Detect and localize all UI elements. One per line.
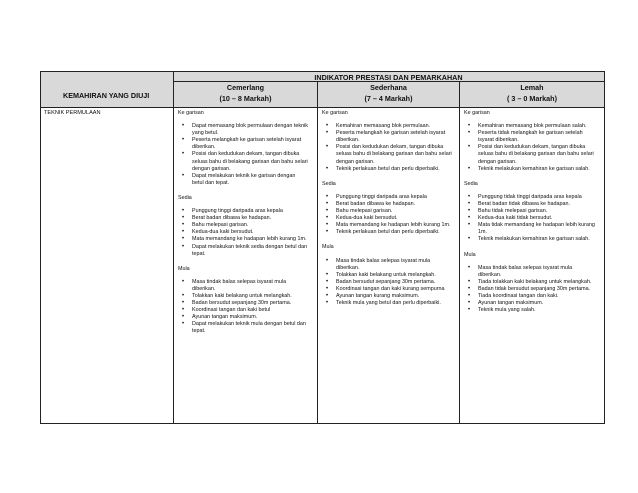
criteria-item: • Peserta tidak melangkah ke garisan setelah isyarat diberikan.: [464, 130, 596, 144]
criteria-item: • Bahu melepasi garisan.: [178, 222, 308, 229]
criteria-list: [464, 194, 596, 244]
section-title: Ke garisan: [322, 110, 348, 116]
criteria-item: • Ayunan tangan kurang maksimum.: [322, 293, 452, 300]
cell-cemerlang: [178, 110, 308, 336]
column-range-cemerlang: (10 – 8 Markah): [219, 94, 272, 103]
criteria-item: • Posisi dan kedudukan dekam, tangan dibuka seluas bahu di belakang garisan dan bahu selari dengan garisan.: [178, 151, 308, 172]
criteria-item: • Masa tindak balas selepas isyarat mula diberikan.: [322, 258, 452, 272]
criteria-item: • Tolakkan kaki belakang untuk melangkah.: [322, 272, 452, 279]
section-title: Ke garisan: [178, 110, 204, 116]
section-title: Sedia: [464, 180, 478, 187]
column-header-sederhana: Sederhana: [370, 83, 407, 92]
criteria-item: • Teknik melakukan kemahiran ke garisan salah.: [464, 166, 596, 173]
criteria-item: • Berat badan dibawa ke hadapan.: [322, 201, 452, 208]
column-divider: [317, 81, 318, 423]
criteria-item: • Punggung tidak tinggi daripada aras kepala: [464, 194, 596, 201]
column-range-lemah: ( 3 – 0 Markah): [507, 94, 557, 103]
criteria-item: • Badan tidak bersudut sepanjang 30m pertama.: [464, 286, 596, 293]
section-spacer: [322, 236, 452, 244]
criteria-item: • Tiada koordinasi tangan dan kaki.: [464, 293, 596, 300]
criteria-item: • Dapat melakukan teknik ke garisan dengan betul dan tepat.: [178, 173, 308, 187]
section-spacer: [178, 187, 308, 195]
criteria-item: • Badan bersudut sepanjang 30m pertama.: [322, 279, 452, 286]
criteria-item: • Kedua-dua kaki bersudut.: [322, 215, 452, 222]
criteria-item: • Teknik melakukan kemahiran ke garisan salah.: [464, 236, 596, 243]
criteria-item: • Berat badan dibawa ke hadapan.: [178, 215, 308, 222]
section-title: Mula: [322, 244, 334, 251]
criteria-item: • Kemahiran memasang blok permulaan salah.: [464, 123, 596, 130]
criteria-item: • Peserta melangkah ke garisan setelah isyarat diberikan.: [322, 130, 452, 144]
column-divider: [459, 81, 460, 423]
criteria-item: • Berat badan tidak dibawa ke hadapan.: [464, 201, 596, 208]
column-header-cemerlang: Cemerlang: [226, 83, 265, 92]
section-spacer: [464, 173, 596, 181]
criteria-item: • Kemahiran memasang blok permulaan.: [322, 123, 452, 130]
criteria-item: • Teknik perlakuan betul dan perlu diperbaiki.: [322, 229, 452, 236]
criteria-item: • Tiada tolakkan kaki belakang untuk melangkah.: [464, 279, 596, 286]
criteria-item: • Ayunan tangan maksimum.: [178, 314, 308, 321]
skill-column-header: KEMAHIRAN YANG DIUJI: [63, 91, 150, 100]
column-header-lemah: Lemah: [520, 83, 544, 92]
section-title: Sedia: [178, 194, 192, 201]
criteria-list: [464, 265, 596, 315]
criteria-list: [178, 123, 308, 187]
criteria-item: • Mata tidak memandang ke hadapan lebih kurang 1m.: [464, 222, 596, 236]
cell-sederhana: [322, 110, 452, 307]
rubric-table: [40, 71, 605, 424]
criteria-item: • Koordinasi tangan dan kaki betul: [178, 307, 308, 314]
section-spacer: [464, 244, 596, 252]
criteria-item: • Posisi dan kedudukan dekam, tangan dibuka seluas bahu di belakang garisan dan bahu selari dengan garisan.: [464, 144, 596, 165]
section-title: Sedia: [322, 180, 336, 187]
criteria-item: • Posisi dan kedudukan dekam, tangan dibuka seluas bahu di belakang garisan dan bahu selari dengan garisan.: [322, 144, 452, 165]
section-title: Mula: [464, 251, 476, 258]
criteria-list: [322, 258, 452, 308]
criteria-item: • Dapat melakukan teknik mula dengan betul dan tepat.: [178, 321, 308, 335]
indicator-group-header: INDIKATOR PRESTASI DAN PEMARKAHAN: [314, 73, 463, 82]
criteria-item: • Koordinasi tangan dan kaki kurang sempurna: [322, 286, 452, 293]
column-range-sederhana: (7 – 4 Markah): [364, 94, 413, 103]
section-spacer: [322, 173, 452, 181]
criteria-list: [322, 123, 452, 173]
column-divider: [173, 72, 174, 423]
criteria-item: • Peserta melangkah ke garisan setelah isyarat diberikan.: [178, 137, 308, 151]
criteria-item: • Bahu melepasi garisan.: [322, 208, 452, 215]
section-spacer: [178, 258, 308, 266]
row-divider: [41, 107, 604, 108]
criteria-item: • Kedua-dua kaki bersudut.: [178, 229, 308, 236]
skill-name: TEKNIK PERMULAAN: [44, 110, 101, 116]
criteria-item: • Kedua-dua kaki tidak bersudut.: [464, 215, 596, 222]
criteria-item: • Masa tindak balas selepas isyarat mula diberikan.: [464, 265, 596, 279]
criteria-item: • Dapat melakukan teknik sedia dengan betul dan tepat.: [178, 244, 308, 258]
criteria-item: • Teknik perlakuan betul dan perlu diperbaiki.: [322, 166, 452, 173]
criteria-item: • Ayunan tangan maksimum.: [464, 300, 596, 307]
criteria-list: [322, 194, 452, 237]
section-title: Mula: [178, 265, 190, 272]
criteria-item: • Masa tindak balas selepas isyarat mula diberikan.: [178, 279, 308, 293]
criteria-item: • Bahu tidak melepasi garisan.: [464, 208, 596, 215]
criteria-list: [178, 208, 308, 258]
criteria-item: • Punggung tinggi daripada aras kepala: [178, 208, 308, 215]
criteria-item: • Teknik mula yang salah.: [464, 307, 596, 314]
criteria-item: • Mata memandang ke hadapan lebih kurang 1m.: [322, 222, 452, 229]
cell-lemah: [464, 110, 596, 314]
criteria-item: • Punggung tinggi daripada aras kepala: [322, 194, 452, 201]
criteria-list: [464, 123, 596, 173]
criteria-item: • Tolakkan kaki belakang untuk melangkah.: [178, 293, 308, 300]
criteria-item: • Teknik mula yang betul dan perlu diperbaiki.: [322, 300, 452, 307]
criteria-item: • Dapat memasang blok permulaan dengan teknik yang betul.: [178, 123, 308, 137]
section-title: Ke garisan: [464, 110, 490, 116]
criteria-list: [178, 279, 308, 336]
criteria-item: • Badan bersudut sepanjang 30m pertama.: [178, 300, 308, 307]
criteria-item: • Mata memandang ke hadapan lebih kurang 1m.: [178, 236, 308, 243]
